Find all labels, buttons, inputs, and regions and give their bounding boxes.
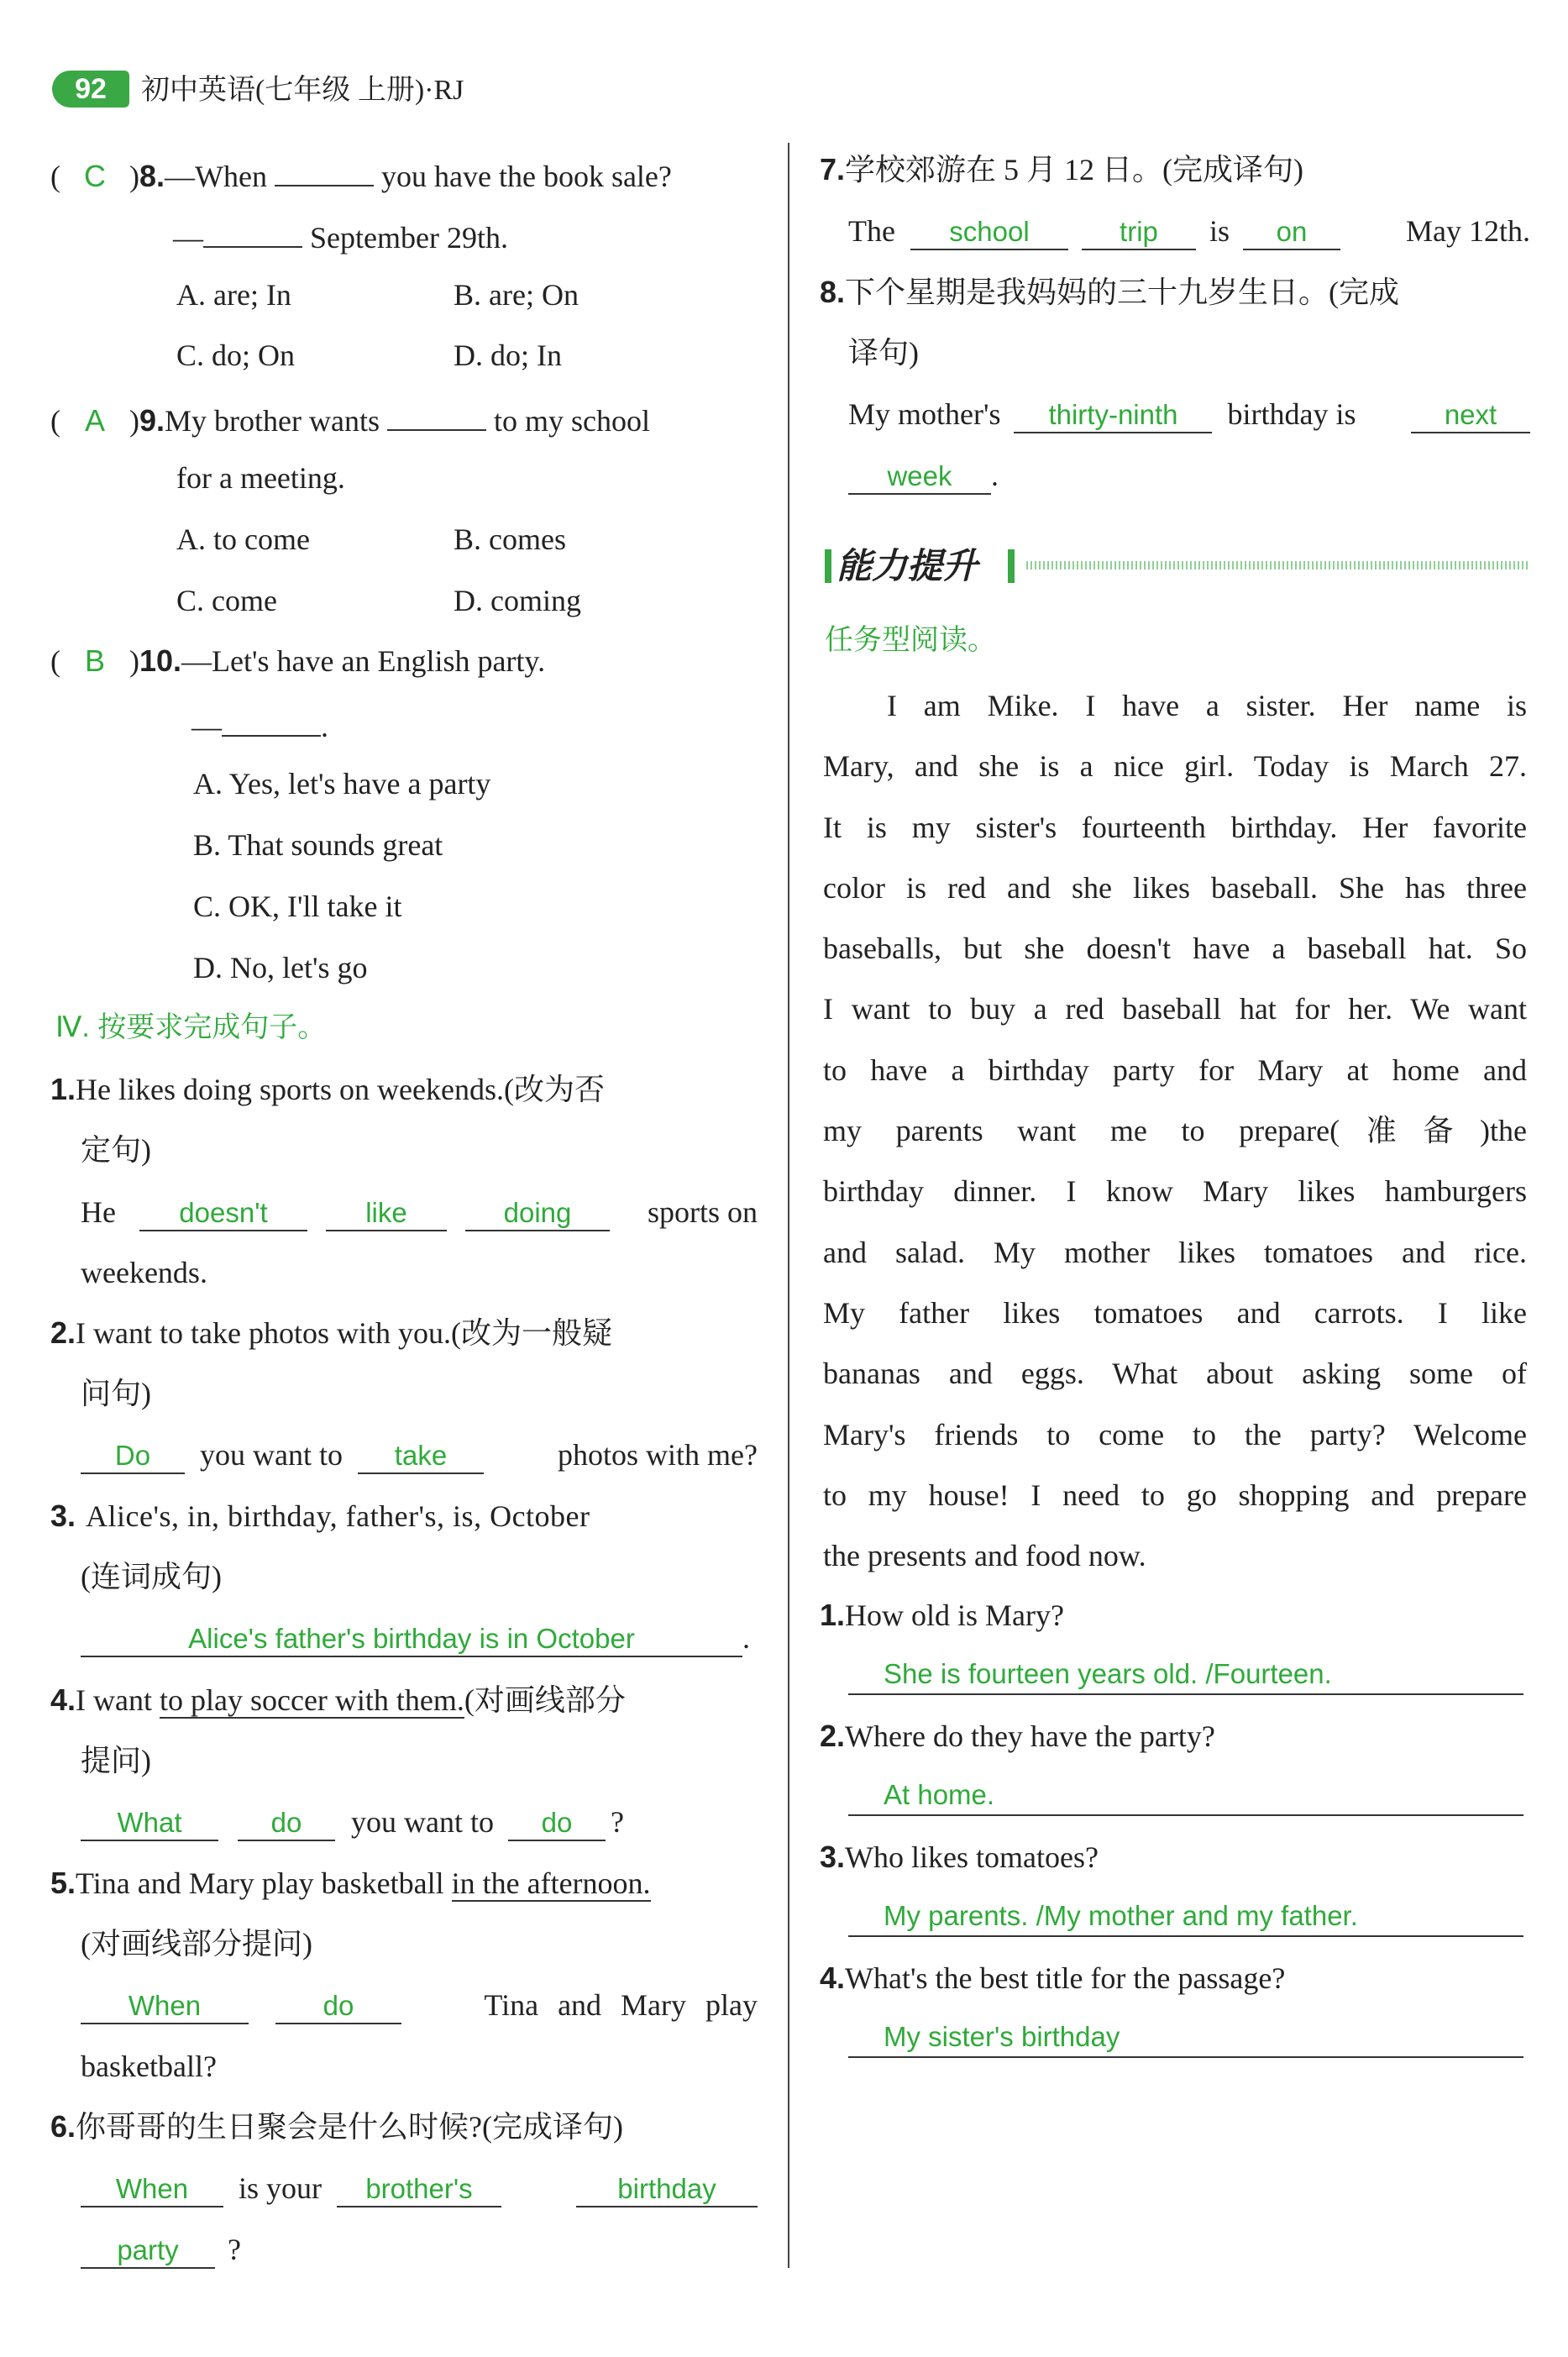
option-d: D. No, let's go xyxy=(193,951,368,984)
option-c: C. OK, I'll take it xyxy=(193,890,402,923)
answer-blank: week xyxy=(848,459,991,495)
reading-question-2: 2.Where do they have the party? xyxy=(820,1719,1215,1753)
answer-blank: When xyxy=(81,1989,249,2024)
option-b: B. are; On xyxy=(454,278,579,312)
passage-line: Mary's friends to come to the party? Welcome xyxy=(823,1417,1527,1451)
option-a: A. are; In xyxy=(176,278,291,312)
question-number: 10. xyxy=(139,643,182,678)
question-9: ( A )9.My brother wants to my school xyxy=(50,396,650,442)
answer-blank: on xyxy=(1243,215,1340,250)
answer-blank: Do xyxy=(81,1439,185,1474)
sentence-3-answer-line: Alice's father's birthday is in October . xyxy=(81,1617,750,1659)
sentence-1-line2: 定句) xyxy=(81,1133,151,1167)
blank xyxy=(275,151,374,186)
passage-line: I am Mike. I have a sister. Her name is xyxy=(887,689,1527,722)
sentence-5-line4: basketball? xyxy=(81,2050,217,2083)
passage-line: birthday dinner. I know Mary likes hamburgers xyxy=(823,1174,1527,1209)
option-b: B. That sounds great xyxy=(193,828,443,862)
sentence-4: 4.I want to play soccer with them.(对画线部分 xyxy=(50,1682,626,1717)
sentence-8: 8.下个星期是我妈妈的三十九岁生日。(完成 xyxy=(820,275,1400,309)
passage-line: My father likes tomatoes and carrots. I like xyxy=(823,1295,1527,1330)
sentence-5-answer-line: When do Tina and Mary play xyxy=(81,1984,758,2026)
passage-line: It is my sister's fourteenth birthday. Her favorite xyxy=(823,810,1527,844)
sentence-4-line2: 提问) xyxy=(81,1744,151,1777)
passage-line: Mary, and she is a nice girl. Today is March 27. xyxy=(823,749,1527,784)
passage-line: to my house! I need to go shopping and prepare xyxy=(823,1478,1527,1512)
answer-blank: party xyxy=(81,2234,215,2269)
question-8: ( C )8.—When you have the book sale? xyxy=(50,151,672,197)
question-9-line2: for a meeting. xyxy=(176,461,345,495)
answer-blank: brother's xyxy=(337,2172,501,2207)
answer-blank: do xyxy=(238,1806,335,1841)
sentence-8-answer-line2: week . xyxy=(848,454,999,496)
option-d: D. coming xyxy=(454,584,581,617)
sentence-8-line2: 译句) xyxy=(848,336,919,370)
answer-blank: take xyxy=(358,1439,484,1474)
answer-blank: When xyxy=(81,2172,223,2207)
answer-10: B xyxy=(84,643,105,678)
paren-open: ( xyxy=(50,160,60,193)
answer-9: A xyxy=(84,403,105,438)
answer-blank: birthday xyxy=(576,2172,758,2207)
option-a: A. to come xyxy=(176,522,310,556)
passage-line: I want to buy a red baseball hat for her. We want xyxy=(823,992,1527,1026)
answer-8: C xyxy=(84,159,106,193)
question-10-line2: — . xyxy=(191,701,328,748)
passage-line: the presents and food now. xyxy=(823,1539,1146,1573)
sentence-2-line2: 问句) xyxy=(81,1377,151,1410)
option-c: C. come xyxy=(176,584,277,617)
sentence-3: 3. Alice's, in, birthday, father's, is, October xyxy=(50,1499,590,1533)
option-c: C. do; On xyxy=(176,339,296,372)
answer-blank: Alice's father's birthday is in October xyxy=(81,1622,742,1657)
sentence-3-line2: (连词成句) xyxy=(81,1560,222,1593)
blank xyxy=(387,396,486,431)
underlined-phrase: to play soccer with them. xyxy=(160,1683,464,1717)
section-4-heading: Ⅳ. 按要求完成句子。 xyxy=(55,1011,327,1043)
sentence-2-answer-line: Do you want to take photos with me? xyxy=(81,1434,758,1476)
reading-question-1: 1.How old is Mary? xyxy=(820,1598,1064,1632)
answer-blank: doesn't xyxy=(139,1196,307,1231)
sentence-1: 1.He likes doing sports on weekends.(改为否 xyxy=(50,1072,605,1106)
sentence-5: 5.Tina and Mary play basketball in the afternoon. xyxy=(50,1866,651,1900)
passage-line: to have a birthday party for Mary at home and xyxy=(823,1053,1527,1087)
blank xyxy=(222,701,321,737)
reading-passage xyxy=(823,675,1527,1586)
sentence-5-line2: (对画线部分提问) xyxy=(81,1927,312,1961)
sentence-8-answer-line: My mother's thirty-ninth birthday is next xyxy=(848,393,1530,435)
sentence-1-line4: weekends. xyxy=(81,1256,207,1289)
sentence-7-answer-line: The school trip is on May 12th. xyxy=(848,210,1530,252)
page-number: 92 xyxy=(75,73,107,105)
answer-blank: school xyxy=(910,215,1068,250)
blank xyxy=(203,213,302,248)
reading-question-3: 3.Who likes tomatoes? xyxy=(820,1840,1099,1874)
reading-answer-2: At home. xyxy=(848,1776,1523,1816)
reading-answer-3: My parents. /My mother and my father. xyxy=(848,1897,1523,1937)
answer-blank: next xyxy=(1411,398,1530,433)
task-heading: 任务型阅读。 xyxy=(825,624,996,656)
answer-blank: trip xyxy=(1082,215,1196,250)
reading-answer-1: She is fourteen years old. /Fourteen. xyxy=(848,1655,1523,1695)
question-8-line2: — September 29th. xyxy=(173,213,508,259)
sentence-6: 6.你哥哥的生日聚会是什么时候?(完成译句) xyxy=(50,2109,623,2144)
book-title: 初中英语(七年级 上册)·RJ xyxy=(141,75,464,106)
sentence-7: 7.学校郊游在 5 月 12 日。(完成译句) xyxy=(820,152,1304,186)
answer-blank: like xyxy=(326,1196,447,1231)
reading-question-4: 4.What's the best title for the passage? xyxy=(820,1961,1286,1995)
sentence-4-answer-line: What do you want to do ? xyxy=(81,1801,624,1843)
answer-blank: do xyxy=(275,1989,401,2024)
sentence-6-answer-line: When is your brother's birthday xyxy=(81,2167,758,2209)
sentence-2: 2.I want to take photos with you.(改为一般疑 xyxy=(50,1315,612,1350)
option-b: B. comes xyxy=(454,522,566,556)
column-divider xyxy=(788,143,789,2268)
option-a: A. Yes, let's have a party xyxy=(193,767,491,801)
passage-line: color is red and she likes baseball. She has three xyxy=(823,870,1527,905)
passage-line: and salad. My mother likes tomatoes and rice. xyxy=(823,1235,1527,1269)
question-number: 8. xyxy=(139,159,165,193)
underlined-phrase: in the afternoon. xyxy=(451,1866,651,1900)
answer-blank: What xyxy=(81,1806,218,1841)
ability-heading: 能力提升 xyxy=(836,546,978,585)
answer-blank: thirty-ninth xyxy=(1014,398,1212,433)
sentence-1-answer-line: He doesn't like doing sports on xyxy=(81,1191,758,1233)
ability-heading-bar-right xyxy=(1008,549,1015,583)
option-d: D. do; In xyxy=(454,339,562,372)
question-number: 9. xyxy=(139,403,165,438)
ability-heading-bar-left xyxy=(825,549,831,583)
passage-line: baseballs, but she doesn't have a baseball hat. So xyxy=(823,932,1527,966)
ability-heading-rule xyxy=(1026,561,1530,570)
question-10: ( B )10.—Let's have an English party. xyxy=(50,640,545,682)
passage-line: my parents want me to prepare(准备)the xyxy=(823,1114,1527,1148)
answer-blank: doing xyxy=(465,1196,610,1231)
passage-line: bananas and eggs. What about asking some of xyxy=(823,1357,1527,1391)
answer-blank: do xyxy=(508,1806,606,1841)
reading-answer-4: My sister's birthday xyxy=(848,2018,1523,2058)
sentence-6-answer-line2: party ? xyxy=(81,2228,241,2270)
